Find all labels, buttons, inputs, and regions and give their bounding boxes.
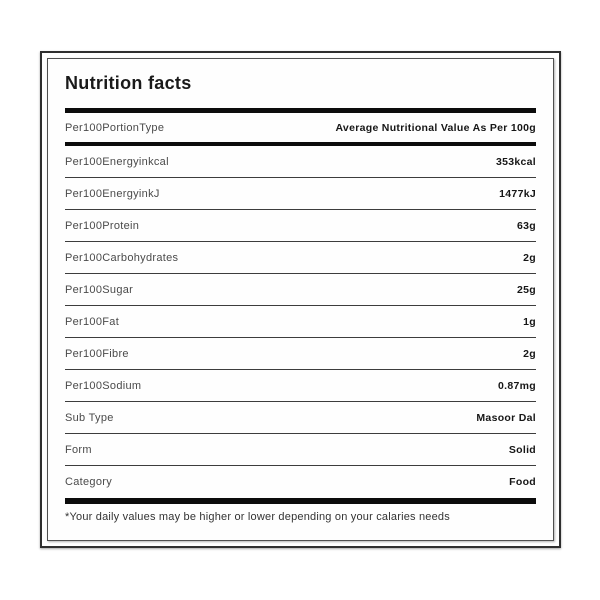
row-label: Per100Fibre xyxy=(65,347,129,360)
row-value: Masoor Dal xyxy=(476,411,536,424)
row-value: 1477kJ xyxy=(499,187,536,200)
table-row xyxy=(65,274,536,306)
table-row xyxy=(65,434,536,466)
row-label: Category xyxy=(65,476,113,488)
row-label: Per100Sodium xyxy=(65,379,142,392)
row-value: 63g xyxy=(517,219,536,232)
table-row xyxy=(65,210,536,242)
table-row xyxy=(65,466,536,498)
table-row xyxy=(65,242,536,274)
table-row xyxy=(65,178,536,210)
row-value: 2g xyxy=(523,347,536,360)
daily-values-footnote: *Your daily values may be higher or lower depending on your calaries needs xyxy=(65,511,450,523)
footer-divider-bar xyxy=(65,498,536,504)
table-row xyxy=(65,306,536,338)
row-label: Per100Protein xyxy=(65,219,140,232)
row-label: Sub Type xyxy=(65,411,114,424)
row-label: Per100Sugar xyxy=(65,283,134,296)
row-value: Food xyxy=(509,476,536,488)
nutrition-facts-card xyxy=(40,51,561,548)
table-row xyxy=(65,338,536,370)
nutrition-rows xyxy=(65,146,536,498)
row-value: 25g xyxy=(517,283,536,296)
row-label: Per100EnergyinkJ xyxy=(65,187,160,200)
nutrition-facts-inner-frame xyxy=(47,58,554,541)
row-value: 2g xyxy=(523,251,536,264)
row-label: Per100Fat xyxy=(65,315,120,328)
row-value: 1g xyxy=(523,315,536,328)
table-row xyxy=(65,370,536,402)
row-value: 353kcal xyxy=(495,155,536,168)
nutrition-facts-title: Nutrition facts xyxy=(65,73,192,93)
portion-type-header-row xyxy=(65,113,536,142)
row-value: Solid xyxy=(508,443,536,456)
table-row xyxy=(65,146,536,178)
table-row xyxy=(65,402,536,434)
header-row-value: Average Nutritional Value As Per 100g xyxy=(335,121,536,134)
row-value: 0.87mg xyxy=(498,379,536,392)
header-row-label: Per100PortionType xyxy=(65,121,165,134)
row-label: Form xyxy=(65,443,92,456)
row-label: Per100Carbohydrates xyxy=(65,251,179,264)
row-label: Per100Energyinkcal xyxy=(65,155,169,168)
